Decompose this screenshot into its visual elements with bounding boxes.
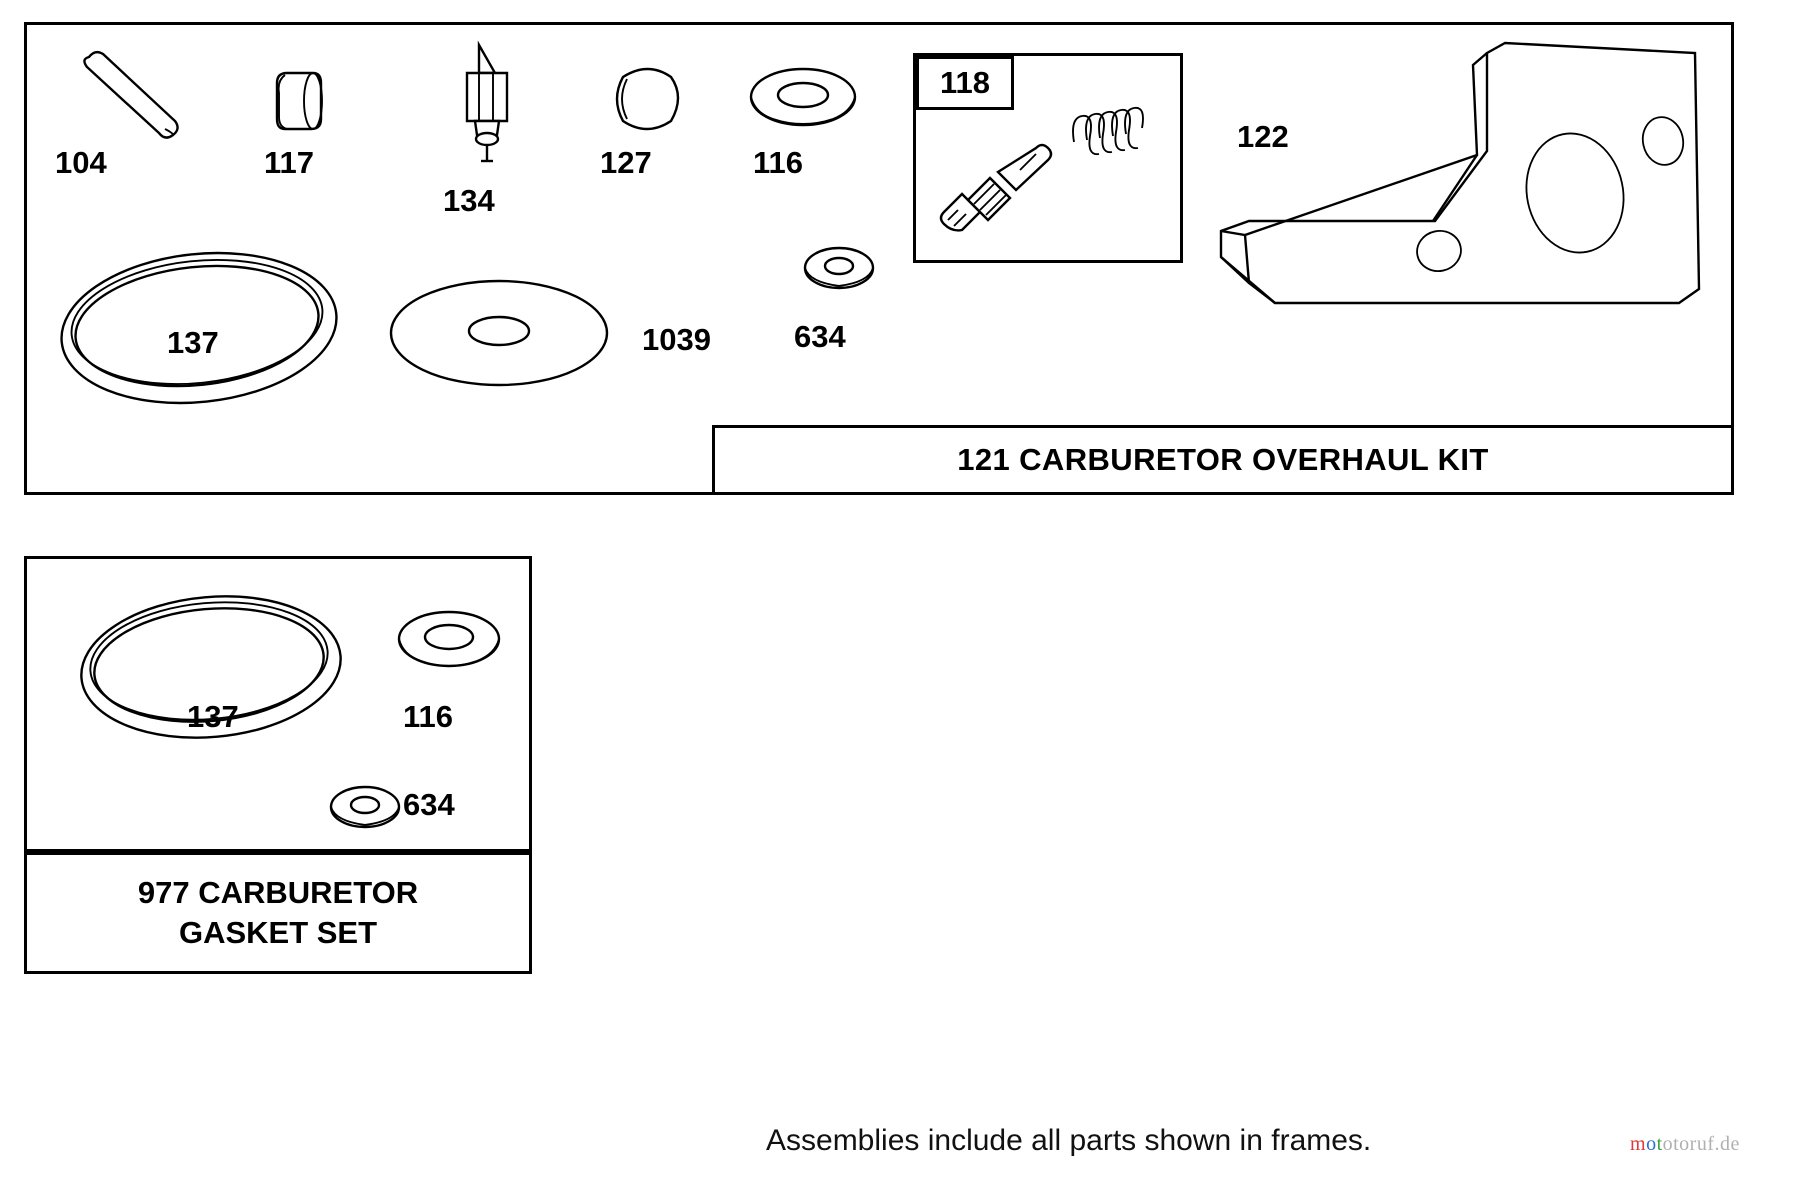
watermark-motoruf	[1630, 1133, 1740, 1156]
watermark-suffix: .de	[1714, 1133, 1740, 1155]
part-label-118: 118	[939, 65, 990, 100]
part-label-116-gasket-set: 116	[403, 699, 454, 734]
part-label-634-gasket-set: 634	[403, 787, 455, 822]
frame-977-title-line1: 977 CARBURETOR	[137, 875, 419, 911]
frame-118-subassembly	[913, 53, 1183, 263]
part-label-1039: 1039	[642, 322, 711, 357]
part-127-welch-plug-graphic	[593, 55, 703, 145]
part-118-needle-spring-graphic	[924, 74, 1176, 254]
part-134-needle-valve-graphic	[437, 39, 537, 169]
frame-977-carburetor-gasket-set	[24, 556, 532, 852]
part-label-634: 634	[794, 319, 846, 354]
part-116-o-ring-graphic-2	[391, 599, 511, 689]
part-label-104: 104	[55, 145, 107, 180]
part-634-seal-graphic	[787, 230, 897, 310]
part-label-127: 127	[600, 145, 652, 180]
watermark-rest: otoruf	[1662, 1133, 1715, 1155]
part-116-o-ring-graphic	[743, 55, 863, 145]
part-117-bushing-graphic	[265, 63, 355, 143]
part-1039-diaphragm-graphic	[387, 265, 617, 405]
part-122-bracket-graphic	[1187, 35, 1707, 325]
frame-121-title-text: 121 CARBURETOR OVERHAUL KIT	[957, 442, 1489, 477]
diagram-note: Assemblies include all parts shown in frames.	[766, 1124, 1372, 1157]
part-label-116: 116	[753, 145, 804, 180]
frame-977-title-line2: GASKET SET	[178, 915, 378, 950]
watermark-o: o	[1646, 1133, 1657, 1155]
watermark-t: t	[1656, 1133, 1663, 1155]
part-104-pin-graphic	[47, 45, 177, 145]
part-label-137-gasket-set: 137	[187, 699, 239, 734]
part-label-117: 117	[264, 145, 315, 180]
part-label-134: 134	[443, 183, 495, 218]
part-label-137: 137	[167, 325, 219, 360]
part-label-122: 122	[1237, 119, 1289, 154]
watermark-m: m	[1630, 1133, 1647, 1155]
frame-977-title	[24, 852, 532, 974]
frame-121-title	[712, 425, 1734, 495]
